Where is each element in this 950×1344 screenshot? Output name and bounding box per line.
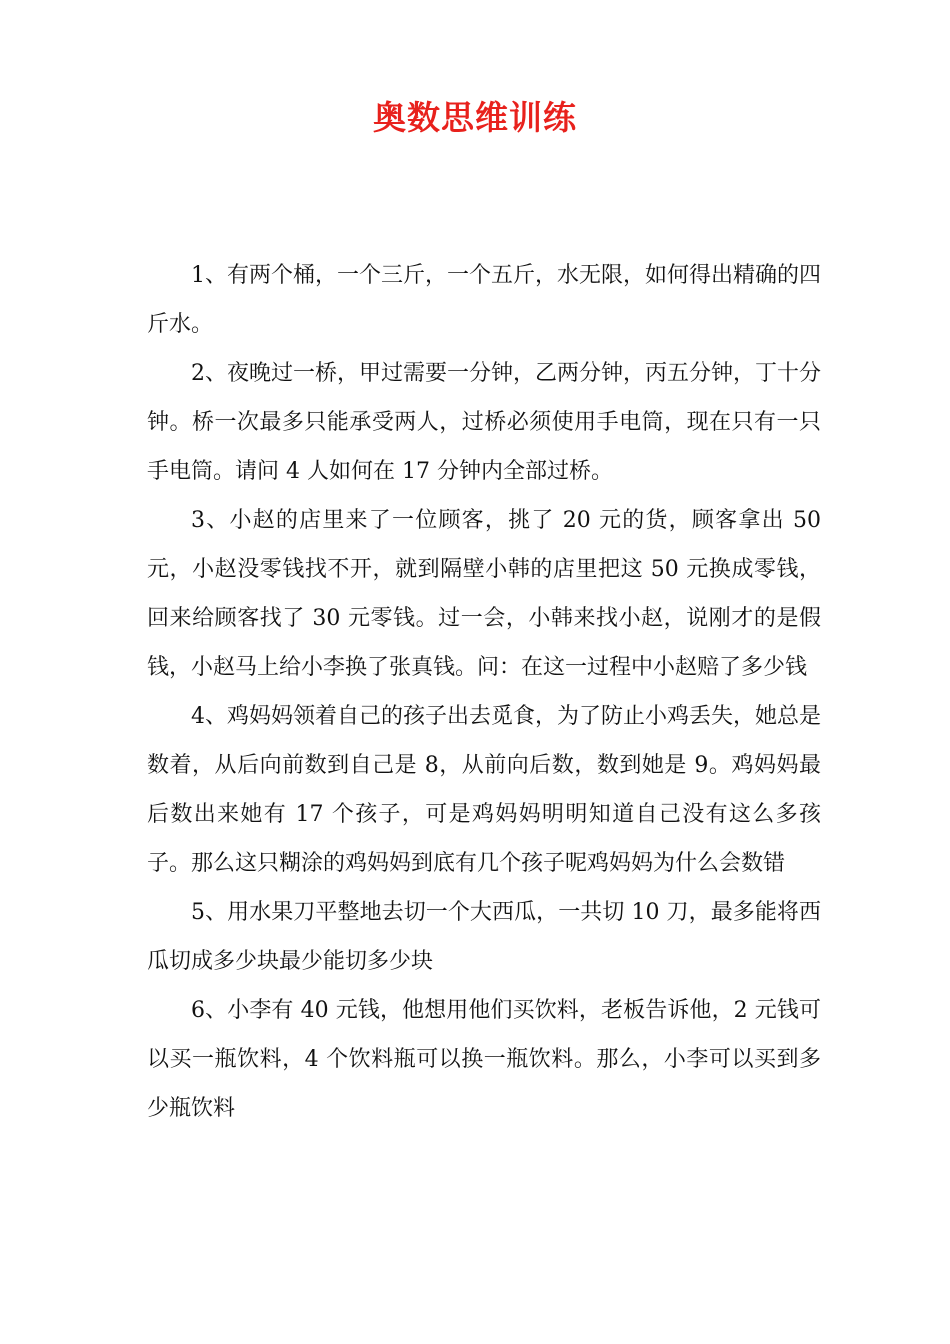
document-title: 奥数思维训练 — [373, 98, 577, 137]
question-6: 6、小李有 40 元钱，他想用他们买饮料，老板告诉他，2 元钱可以买一瓶饮料，4 个饮料瓶可以换一瓶饮料。那么，小李可以买到多少瓶饮料 — [147, 998, 821, 1121]
question-2: 2、夜晚过一桥，甲过需要一分钟，乙两分钟，丙五分钟，丁十分钟。桥一次最多只能承受两人，过桥必须使用手电筒，现在只有一只手电筒。请问 4 人如何在 17 分钟内全部过桥。 — [147, 361, 821, 484]
question-5: 5、用水果刀平整地去切一个大西瓜，一共切 10 刀，最多能将西瓜切成多少块最少能切多少块 — [147, 900, 821, 974]
question-1: 1、有两个桶，一个三斤，一个五斤，水无限，如何得出精确的四斤水。 — [147, 263, 821, 337]
question-4: 4、鸡妈妈领着自己的孩子出去觅食，为了防止小鸡丢失，她总是数着，从后向前数到自己是 8，从前向后数，数到她是 9。鸡妈妈最后数出来她有 17 个孩子，可是鸡妈妈明明知道自己没有这么多孩子。那么这只糊涂的鸡妈妈到底有几个孩子呢鸡妈妈为什么会数错 — [147, 704, 821, 876]
document-body — [147, 251, 821, 1133]
question-3: 3、小赵的店里来了一位顾客，挑了 20 元的货，顾客拿出 50 元，小赵没零钱找不开，就到隔壁小韩的店里把这 50 元换成零钱，回来给顾客找了 30 元零钱。过一会，小韩来找小赵，说刚才的是假钱，小赵马上给小李换了张真钱。问：在这一过程中小赵赔了多少钱 — [147, 508, 821, 680]
